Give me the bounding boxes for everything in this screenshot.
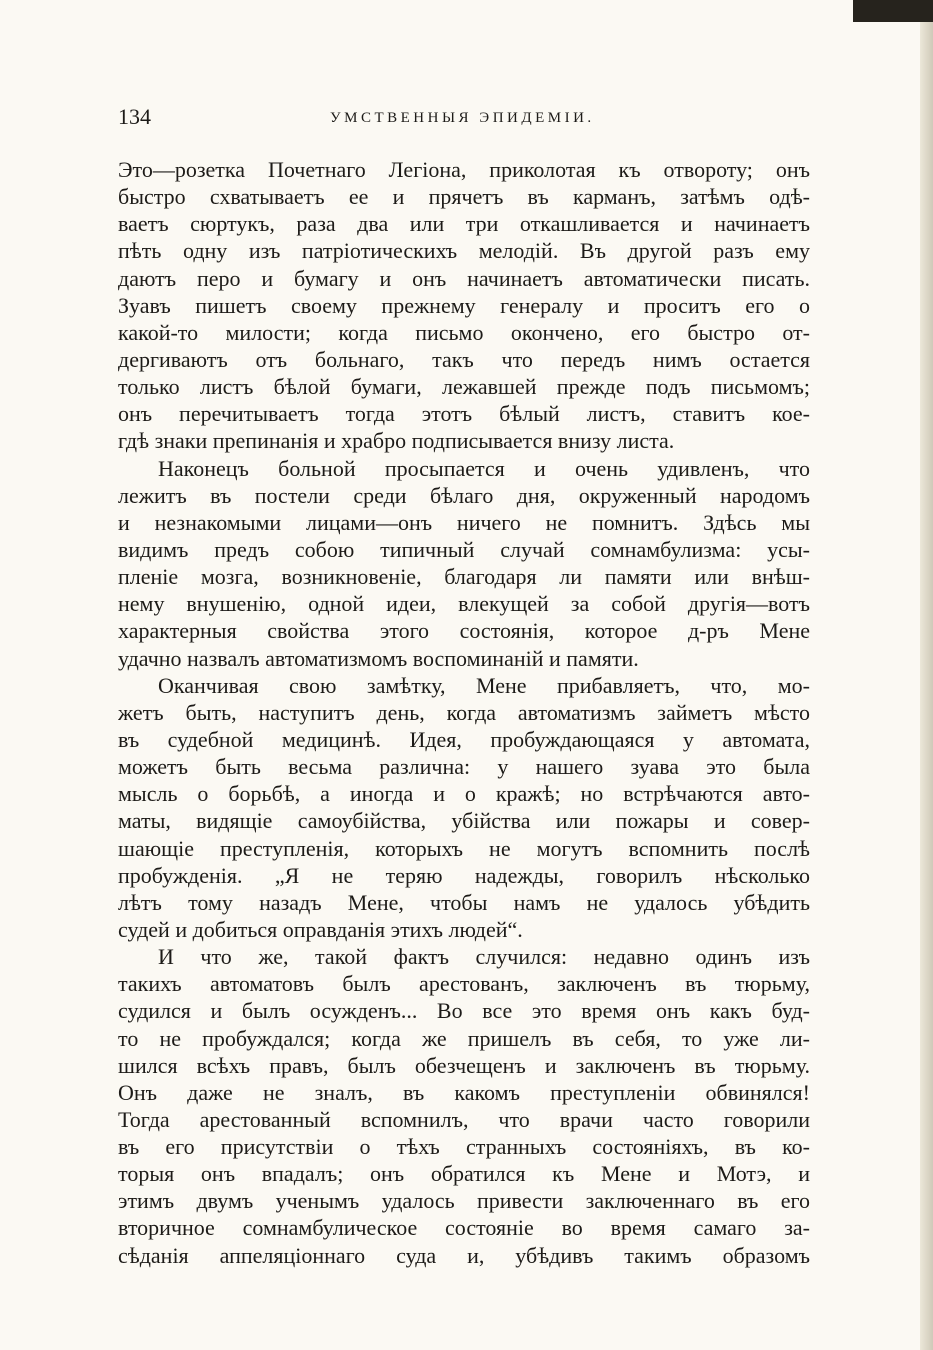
- text-line: ваетъ сюртукъ, раза два или три откашливается и начинаетъ: [118, 211, 810, 237]
- text-line: пѣть одну изъ патріотическихъ мелодій. Въ другой разъ ему: [118, 238, 810, 264]
- text-line: шился всѣхъ правъ, былъ обезчещенъ и заключенъ въ тюрьму.: [118, 1052, 810, 1078]
- text-line: пленіе мозга, возникновеніе, благодаря ли памяти или внѣш-: [118, 564, 810, 590]
- text-line: лежитъ въ постели среди бѣлаго дня, окруженный народомъ: [118, 482, 810, 508]
- text-line: судился и былъ осужденъ... Во все это время онъ какъ буд-: [118, 998, 810, 1024]
- text-line: въ судебной медицинѣ. Идея, пробуждающаяся у автомата,: [118, 726, 810, 752]
- text-line: можетъ быть весьма различна: у нашего зуава это была: [118, 754, 810, 780]
- text-line: Оканчивая свою замѣтку, Мене прибавляетъ, что, мо-: [158, 672, 810, 698]
- text-line: лѣтъ тому назадъ Мене, чтобы намъ не удалось убѣдить: [118, 889, 810, 915]
- scan-corner-shadow: [853, 0, 933, 22]
- running-title: УМСТВЕННЫЯ ЭПИДЕМІИ.: [330, 110, 595, 126]
- text-line: дергиваютъ отъ больнаго, такъ что передъ нимъ остается: [118, 346, 810, 372]
- text-line: Онъ даже не зналъ, въ какомъ преступленіи обвинялся!: [118, 1079, 810, 1105]
- text-line: онъ перечитываетъ тогда этотъ бѣлый листъ, ставитъ кое-: [118, 401, 810, 427]
- text-line: Это—розетка Почетнаго Легіона, приколотая къ отвороту; онъ: [118, 157, 810, 182]
- text-line: шающіе преступленія, которыхъ не могутъ вспомнить послѣ: [118, 835, 810, 861]
- text-line: только листъ бѣлой бумаги, лежавшей прежде подъ письмомъ;: [118, 374, 810, 400]
- text-line: мысль о борьбѣ, а иногда и о кражѣ; но встрѣчаются авто-: [118, 781, 810, 807]
- text-line: Наконецъ больной просыпается и очень удивленъ, что: [158, 455, 810, 481]
- text-line: гдѣ знаки препинанія и храбро подписывается внизу листа.: [118, 428, 675, 454]
- running-header: [118, 104, 808, 134]
- text-line: нему внушенію, одной идеи, влекущей за собой другія—вотъ: [118, 591, 810, 617]
- text-line: видимъ предъ собою типичный случай сомнамбулизма: усы-: [118, 536, 810, 562]
- text-line: такихъ автоматовъ былъ арестованъ, заключенъ въ тюрьму,: [118, 971, 810, 997]
- text-line: быстро схватываетъ ее и прячетъ въ карманъ, затѣмъ одѣ-: [118, 184, 810, 210]
- text-line: въ его присутствіи о тѣхъ странныхъ состояніяхъ, въ ко-: [118, 1134, 810, 1160]
- text-line: этимъ двумъ ученымъ удалось привести заключеннаго въ его: [118, 1188, 810, 1214]
- text-line: вторичное сомнамбулическое состояніе во время самаго за-: [118, 1215, 810, 1241]
- text-line: характерныя свойства этого состоянія, которое д-ръ Мене: [118, 618, 810, 644]
- text-line: даютъ перо и бумагу и онъ начинаетъ автоматически писать.: [118, 265, 810, 291]
- text-line: И что же, такой фактъ случился: недавно одинъ изъ: [158, 944, 810, 970]
- text-line: и незнакомыми лицами—онъ ничего не помнитъ. Здѣсь мы: [118, 509, 810, 535]
- text-line: судей и добиться оправданія этихъ людей“.: [118, 916, 523, 942]
- text-line: удачно назвалъ автоматизмомъ воспоминаній и памяти.: [118, 645, 639, 671]
- text-line: торыя онъ впадалъ; онъ обратился къ Мене и Мотэ, и: [118, 1161, 810, 1187]
- text-line: маты, видящіе самоубійства, убійства или пожары и совер-: [118, 808, 810, 834]
- text-line: жетъ быть, наступитъ день, когда автоматизмъ займетъ мѣсто: [118, 699, 810, 725]
- text-line: Зуавъ пишетъ своему прежнему генералу и проситъ его о: [118, 292, 810, 318]
- text-line: какой-то милости; когда письмо окончено, его быстро от-: [118, 319, 810, 345]
- page-edge-shadow: [920, 0, 933, 1350]
- text-line: то не пробуждался; когда же пришелъ въ себя, то уже ли-: [118, 1025, 810, 1051]
- page-number: 134: [118, 104, 151, 129]
- text-line: сѣданія аппеляціоннаго суда и, убѣдивъ такимъ образомъ: [118, 1242, 810, 1268]
- text-line: пробужденія. „Я не теряю надежды, говорилъ нѣсколько: [118, 862, 810, 888]
- text-line: Тогда арестованный вспомнилъ, что врачи часто говорили: [118, 1106, 810, 1132]
- body-text: [118, 156, 810, 1269]
